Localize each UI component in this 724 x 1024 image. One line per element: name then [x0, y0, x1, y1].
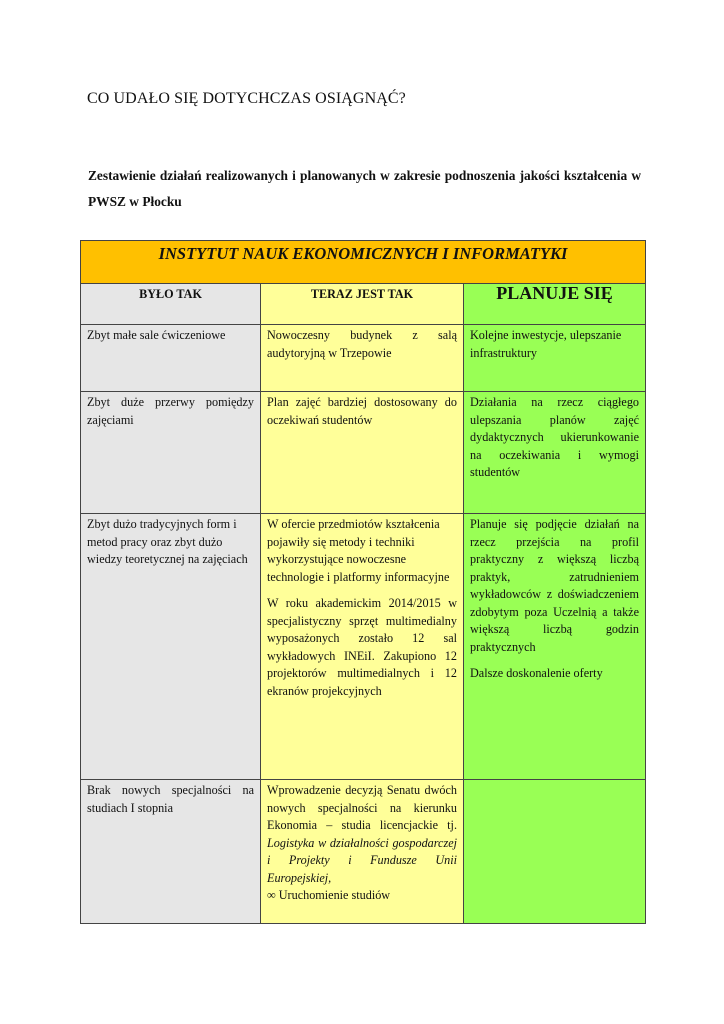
institute-title: INSTYTUT NAUK EKONOMICZNYCH I INFORMATYKI [81, 241, 646, 284]
cell-plan: Kolejne inwestycje, ulepszanie infrastruktury [464, 325, 646, 392]
cell-was: Zbyt małe sale ćwiczeniowe [81, 325, 261, 392]
cell-now: Plan zajęć bardziej dostosowany do oczekiwań studentów [261, 392, 464, 514]
cell-now: Nowoczesny budynek z salą audytoryjną w Trzepowie [261, 325, 464, 392]
table-row [81, 514, 646, 780]
table-row [81, 392, 646, 514]
cell-plan [464, 514, 646, 780]
cell-now [261, 514, 464, 780]
table-row [81, 325, 646, 392]
cell-plan: Działania na rzecz ciągłego ulepszania planów zajęć dydaktycznych ukierunkowanie na oczekiwania i wymogi studentów [464, 392, 646, 514]
cell-paragraph: W roku akademickim 2014/2015 w specjalistyczny sprzęt multimedialny wyposażonych zostało 12 sal wykładowych INEiI. Zakupiono 12 projektorów multimedialnych i 12 ekranów projekcyjnych [267, 596, 457, 698]
table-row [81, 780, 646, 924]
cell-paragraph: Dalsze doskonalenie oferty [470, 666, 603, 680]
page-subtitle: Zestawienie działań realizowanych i planowanych w zakresie podnoszenia jakości kształcenia w PWSZ w Płocku [88, 168, 641, 209]
quality-table [80, 240, 646, 924]
cell-now [261, 780, 464, 924]
cell-was: Brak nowych specjalności na studiach I stopnia [81, 780, 261, 924]
bullet-symbol: ∞ [267, 888, 276, 902]
cell-paragraph: W ofercie przedmiotów kształcenia pojawiły się metody i techniki wykorzystujące nowoczesne technologie i platformy informacyjne [267, 517, 450, 584]
cell-text-italic: Logistyka w działalności gospodarczej i Projekty i Fundusze Unii Europejskiej, [267, 835, 457, 885]
cell-plan [464, 780, 646, 924]
cell-text-plain: Uruchomienie studiów [278, 888, 391, 902]
cell-text-plain: Wprowadzenie decyzją Senatu dwóch nowych specjalności na kierunku Ekonomia – studia licencjackie tj. [267, 783, 457, 832]
header-now: TERAZ JEST TAK [261, 284, 464, 325]
cell-was: Zbyt dużo tradycyjnych form i metod pracy oraz zbyt dużo wiedzy teoretycznej na zajęciach [81, 514, 261, 780]
page-heading: CO UDAŁO SIĘ DOTYCHCZAS OSIĄGNĄĆ? [87, 90, 406, 107]
header-plan: PLANUJE SIĘ [464, 284, 646, 325]
header-was: BYŁO TAK [81, 284, 261, 325]
cell-paragraph: Planuje się podjęcie działań na rzecz przejścia na profil praktyczny z większą liczbą praktyk, zatrudnieniem wykładowców z doświadczeniem zdobytym poza Uczelnią a także większą liczbą godzin praktycznych [470, 517, 640, 654]
header-row [81, 284, 646, 325]
cell-was: Zbyt duże przerwy pomiędzy zajęciami [81, 392, 261, 514]
